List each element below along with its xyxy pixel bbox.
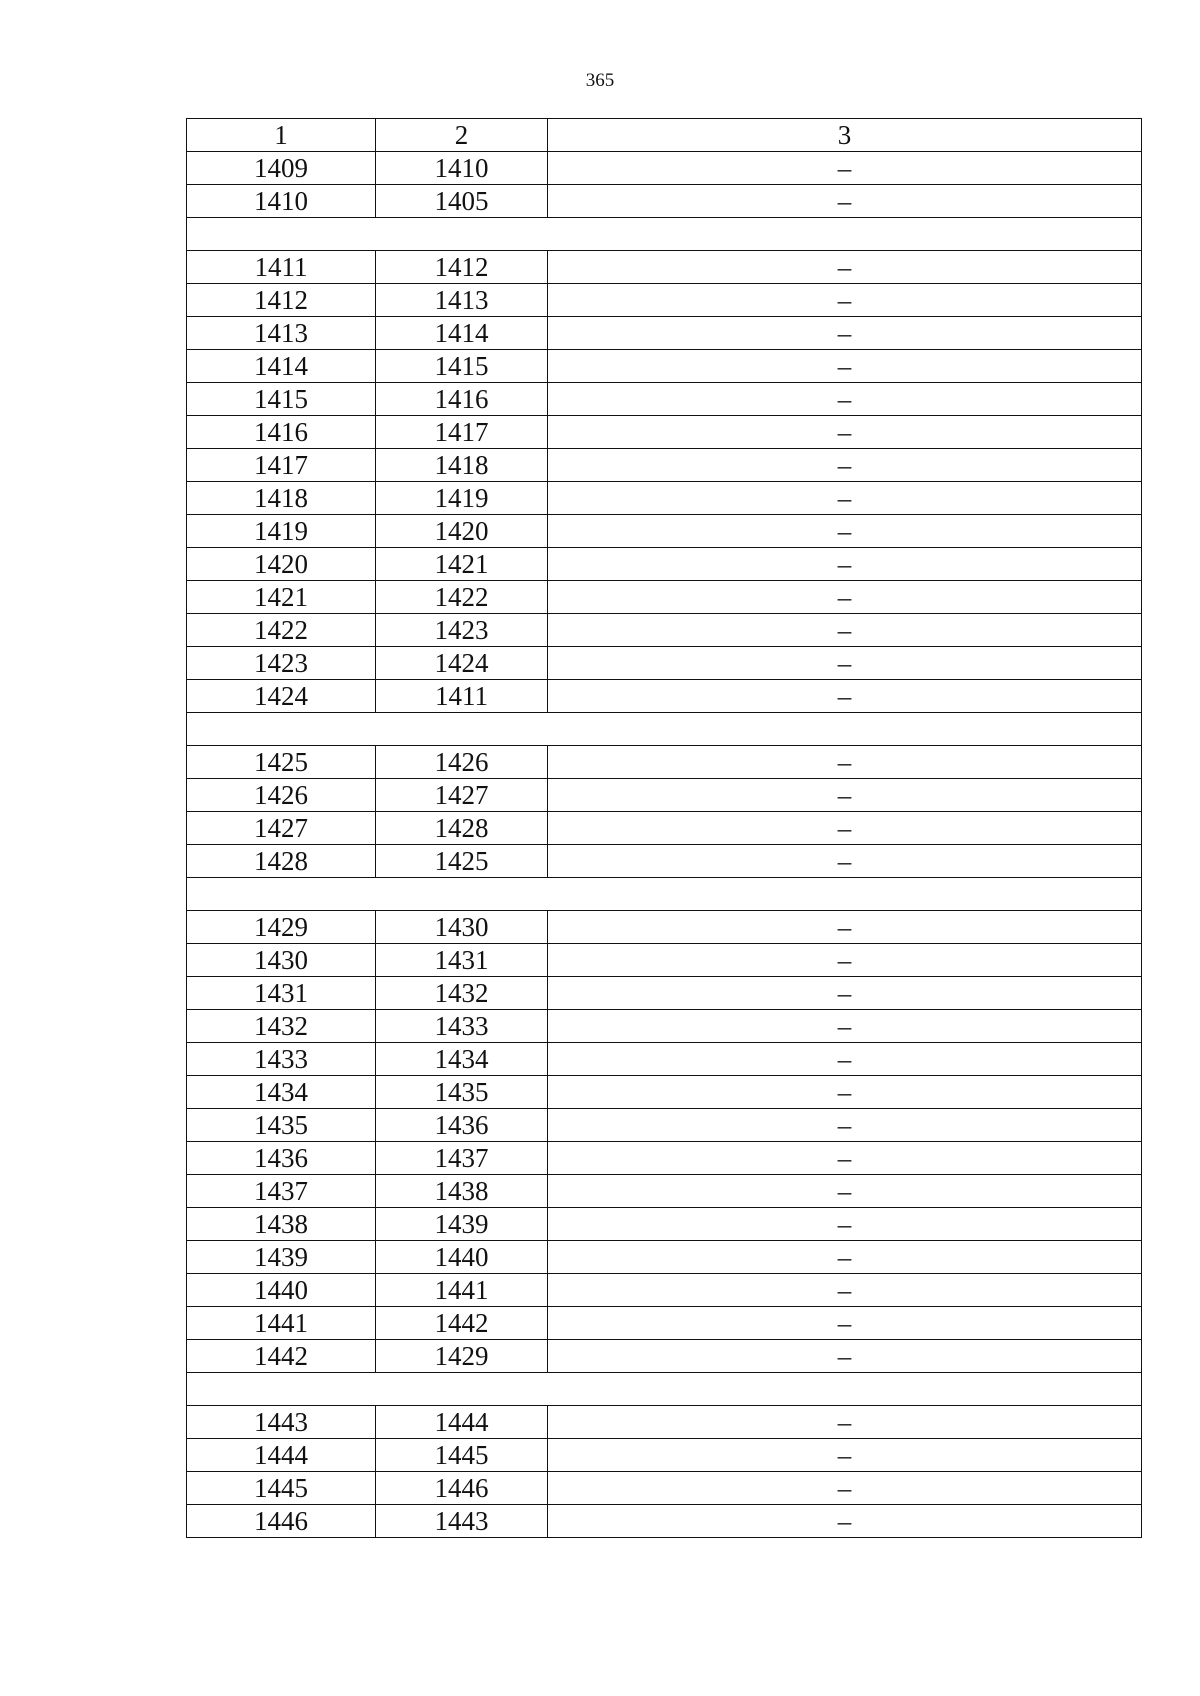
table-cell-col-2: 1443	[376, 1505, 548, 1538]
table-cell-col-1: 1416	[187, 416, 376, 449]
table-cell-col-3: –	[548, 1109, 1142, 1142]
table-cell-col-1: 1436	[187, 1142, 376, 1175]
table-row	[187, 1241, 1142, 1274]
table-cell-col-1: 1421	[187, 581, 376, 614]
table-cell-col-2: 1435	[376, 1076, 548, 1109]
table-row	[187, 1208, 1142, 1241]
table-row	[187, 1439, 1142, 1472]
table-cell-col-2: 1414	[376, 317, 548, 350]
table-cell-col-3: –	[548, 152, 1142, 185]
table-row	[187, 1109, 1142, 1142]
table-cell-col-2: 1421	[376, 548, 548, 581]
table-cell-col-3: –	[548, 614, 1142, 647]
table-cell-col-3: –	[548, 251, 1142, 284]
table-cell-col-2: 1432	[376, 977, 548, 1010]
table-cell-col-2: 1411	[376, 680, 548, 713]
table-row	[187, 1307, 1142, 1340]
table-cell-col-3: –	[548, 977, 1142, 1010]
table-cell-col-2: 1437	[376, 1142, 548, 1175]
table-cell-col-1: 1422	[187, 614, 376, 647]
table-cell-col-1: 1423	[187, 647, 376, 680]
table-cell-col-1: 1409	[187, 152, 376, 185]
table-cell-col-2: 1416	[376, 383, 548, 416]
table-row	[187, 845, 1142, 878]
table-cell-col-3: –	[548, 581, 1142, 614]
table-cell-col-1: 1432	[187, 1010, 376, 1043]
table-cell-col-3: –	[548, 1241, 1142, 1274]
table-cell-col-3: –	[548, 416, 1142, 449]
table-cell-col-3: –	[548, 1439, 1142, 1472]
data-table	[186, 118, 1142, 1538]
table-cell-col-2: 1423	[376, 614, 548, 647]
table-row	[187, 1043, 1142, 1076]
table-cell-col-1: 1411	[187, 251, 376, 284]
table-cell-col-1: 1418	[187, 482, 376, 515]
table-row	[187, 185, 1142, 218]
table-cell-col-3: –	[548, 1472, 1142, 1505]
table-cell-col-1: 1446	[187, 1505, 376, 1538]
table-cell-col-2: 1417	[376, 416, 548, 449]
table-cell-col-2: 1438	[376, 1175, 548, 1208]
table-cell-col-3: –	[548, 1406, 1142, 1439]
table-cell-col-1: 1437	[187, 1175, 376, 1208]
table-cell-col-2: 1433	[376, 1010, 548, 1043]
page-number: 365	[585, 70, 615, 91]
table-cell-col-2: 1439	[376, 1208, 548, 1241]
table-cell-col-2: 1413	[376, 284, 548, 317]
table-row	[187, 1274, 1142, 1307]
table-cell-col-3: –	[548, 284, 1142, 317]
table-cell-col-3: –	[548, 548, 1142, 581]
table-cell-col-2: 1420	[376, 515, 548, 548]
table-cell-col-2: 1424	[376, 647, 548, 680]
table-cell-col-3: –	[548, 317, 1142, 350]
table-cell-col-3: –	[548, 1208, 1142, 1241]
table-cell-col-1: 1433	[187, 1043, 376, 1076]
table-row	[187, 581, 1142, 614]
table-cell-col-3: –	[548, 515, 1142, 548]
table-row	[187, 680, 1142, 713]
table-row	[187, 251, 1142, 284]
table-cell-col-1: 1441	[187, 1307, 376, 1340]
table-cell-col-1: 1419	[187, 515, 376, 548]
table-row	[187, 1010, 1142, 1043]
table-cell-col-1: 1425	[187, 746, 376, 779]
table-cell-col-3: –	[548, 1274, 1142, 1307]
table-cell-col-1: 1440	[187, 1274, 376, 1307]
table-cell-col-1: 1434	[187, 1076, 376, 1109]
table-row	[187, 1472, 1142, 1505]
table-cell-col-1: 1431	[187, 977, 376, 1010]
group-separator-row	[187, 1373, 1142, 1406]
group-separator-cell	[187, 713, 1142, 746]
table-cell-col-3: –	[548, 680, 1142, 713]
table-cell-col-1: 1430	[187, 944, 376, 977]
column-header-3: 3	[548, 119, 1142, 152]
table-cell-col-3: –	[548, 812, 1142, 845]
table-cell-col-2: 1430	[376, 911, 548, 944]
table-row	[187, 779, 1142, 812]
table-cell-col-3: –	[548, 185, 1142, 218]
table-cell-col-2: 1415	[376, 350, 548, 383]
table-cell-col-2: 1428	[376, 812, 548, 845]
header-row	[187, 119, 1142, 152]
table-cell-col-3: –	[548, 449, 1142, 482]
table-cell-col-3: –	[548, 911, 1142, 944]
table-cell-col-1: 1438	[187, 1208, 376, 1241]
table-cell-col-3: –	[548, 1076, 1142, 1109]
group-separator-row	[187, 878, 1142, 911]
table-cell-col-1: 1412	[187, 284, 376, 317]
table-cell-col-1: 1427	[187, 812, 376, 845]
table-cell-col-2: 1427	[376, 779, 548, 812]
table-row	[187, 152, 1142, 185]
table-cell-col-1: 1439	[187, 1241, 376, 1274]
table-cell-col-3: –	[548, 1175, 1142, 1208]
table-cell-col-3: –	[548, 482, 1142, 515]
table-row	[187, 548, 1142, 581]
table-row	[187, 1076, 1142, 1109]
table-row	[187, 647, 1142, 680]
table-row	[187, 350, 1142, 383]
table-body	[187, 152, 1142, 1538]
table-row	[187, 1406, 1142, 1439]
table-row	[187, 944, 1142, 977]
table-row	[187, 1340, 1142, 1373]
table-cell-col-1: 1428	[187, 845, 376, 878]
table-row	[187, 416, 1142, 449]
table-cell-col-3: –	[548, 383, 1142, 416]
table-cell-col-2: 1418	[376, 449, 548, 482]
table-row	[187, 449, 1142, 482]
table-header	[187, 119, 1142, 152]
table-cell-col-3: –	[548, 647, 1142, 680]
table-cell-col-2: 1412	[376, 251, 548, 284]
table-row	[187, 1505, 1142, 1538]
table-cell-col-1: 1413	[187, 317, 376, 350]
table-cell-col-3: –	[548, 1043, 1142, 1076]
table-cell-col-2: 1434	[376, 1043, 548, 1076]
table-row	[187, 482, 1142, 515]
group-separator-cell	[187, 1373, 1142, 1406]
table-cell-col-1: 1424	[187, 680, 376, 713]
table-cell-col-2: 1444	[376, 1406, 548, 1439]
table-cell-col-1: 1415	[187, 383, 376, 416]
table-cell-col-1: 1426	[187, 779, 376, 812]
column-header-1: 1	[187, 119, 376, 152]
table-cell-col-2: 1431	[376, 944, 548, 977]
table-cell-col-1: 1417	[187, 449, 376, 482]
group-separator-row	[187, 713, 1142, 746]
table-cell-col-1: 1442	[187, 1340, 376, 1373]
table-row	[187, 746, 1142, 779]
table-row	[187, 383, 1142, 416]
table-cell-col-2: 1442	[376, 1307, 548, 1340]
table-cell-col-1: 1414	[187, 350, 376, 383]
table-row	[187, 1175, 1142, 1208]
table-cell-col-3: –	[548, 944, 1142, 977]
table-cell-col-2: 1436	[376, 1109, 548, 1142]
table-row	[187, 977, 1142, 1010]
table-cell-col-2: 1446	[376, 1472, 548, 1505]
table-cell-col-2: 1426	[376, 746, 548, 779]
table-cell-col-3: –	[548, 350, 1142, 383]
table-cell-col-2: 1425	[376, 845, 548, 878]
table-cell-col-3: –	[548, 1505, 1142, 1538]
table-cell-col-1: 1444	[187, 1439, 376, 1472]
table-row	[187, 1142, 1142, 1175]
table-cell-col-3: –	[548, 779, 1142, 812]
table-cell-col-2: 1429	[376, 1340, 548, 1373]
table-cell-col-2: 1405	[376, 185, 548, 218]
table-cell-col-2: 1419	[376, 482, 548, 515]
table-cell-col-3: –	[548, 1010, 1142, 1043]
table-row	[187, 911, 1142, 944]
table-cell-col-3: –	[548, 1340, 1142, 1373]
table-cell-col-2: 1410	[376, 152, 548, 185]
table-cell-col-1: 1435	[187, 1109, 376, 1142]
table-cell-col-2: 1441	[376, 1274, 548, 1307]
table-cell-col-1: 1420	[187, 548, 376, 581]
table-cell-col-3: –	[548, 1307, 1142, 1340]
column-header-2: 2	[376, 119, 548, 152]
table-row	[187, 317, 1142, 350]
table-row	[187, 614, 1142, 647]
group-separator-row	[187, 218, 1142, 251]
table-cell-col-1: 1429	[187, 911, 376, 944]
table-cell-col-2: 1445	[376, 1439, 548, 1472]
group-separator-cell	[187, 218, 1142, 251]
table-cell-col-1: 1443	[187, 1406, 376, 1439]
table-row	[187, 515, 1142, 548]
table-cell-col-3: –	[548, 1142, 1142, 1175]
table-cell-col-1: 1445	[187, 1472, 376, 1505]
table-cell-col-1: 1410	[187, 185, 376, 218]
table-row	[187, 284, 1142, 317]
table-row	[187, 812, 1142, 845]
table-cell-col-3: –	[548, 746, 1142, 779]
table-cell-col-2: 1440	[376, 1241, 548, 1274]
group-separator-cell	[187, 878, 1142, 911]
table-cell-col-3: –	[548, 845, 1142, 878]
table-cell-col-2: 1422	[376, 581, 548, 614]
